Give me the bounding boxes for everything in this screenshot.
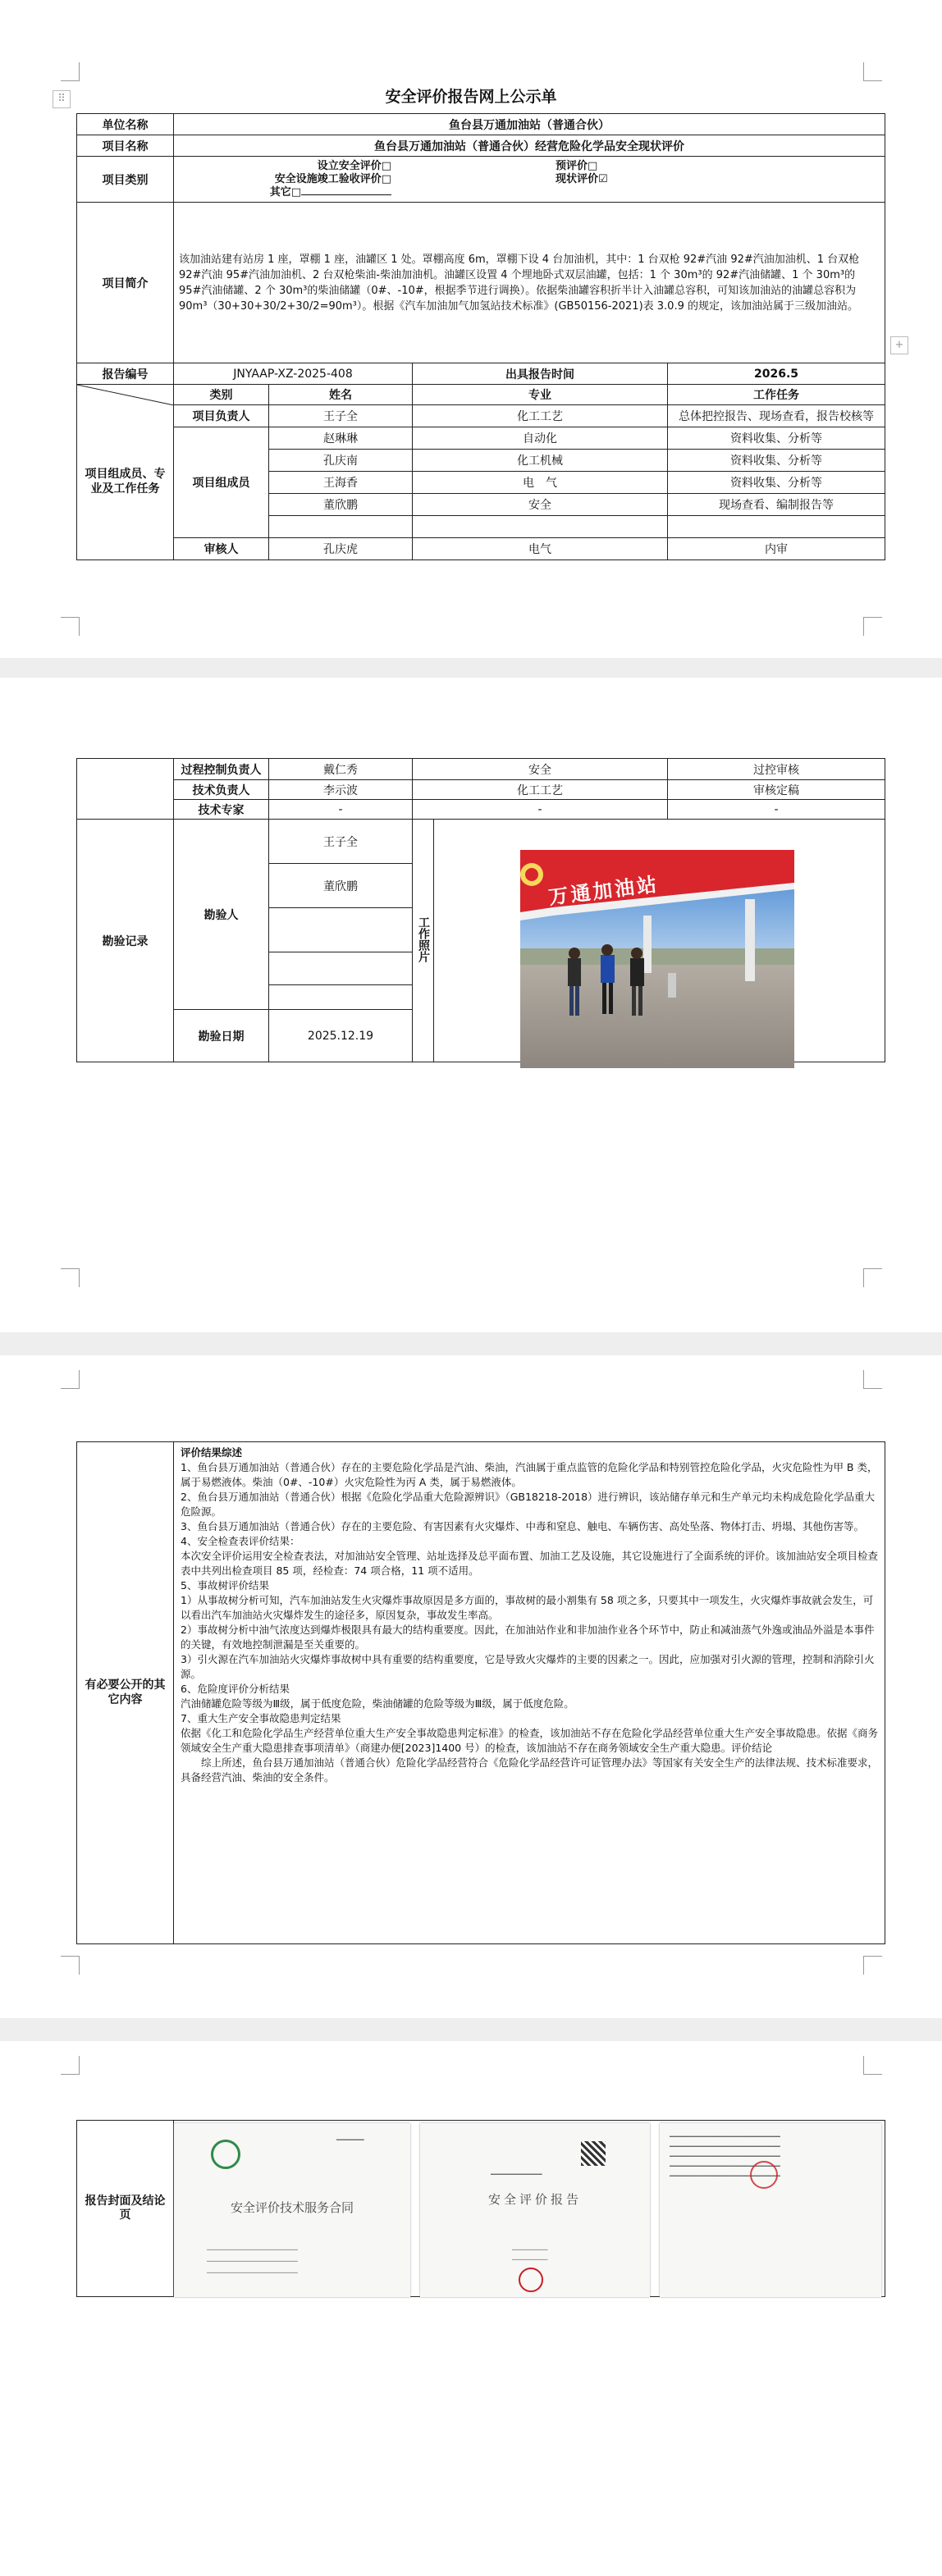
label-cover-conclusion: 报告封面及结论页 (77, 2121, 174, 2297)
type-option-setup[interactable]: 设立安全评价□ (317, 159, 391, 172)
conclusion-heading: 评价结果综述 (181, 1446, 243, 1459)
header-name: 姓名 (269, 385, 413, 405)
process-leader-task: 过控审核 (668, 759, 885, 780)
type-option-other[interactable]: 其它□ (174, 186, 391, 199)
tech-expert-name: - (269, 800, 413, 820)
qr-code-icon (581, 2141, 606, 2166)
corner-mark (863, 1370, 882, 1389)
corner-mark (61, 62, 80, 81)
team-row-major: 电 气 (413, 472, 668, 494)
role-members: 项目组成员 (174, 427, 269, 538)
conclusion-para: 3）引火源在汽车加油站火灾爆炸事故树中具有重要的结构重要度，它是导致火灾爆炸的主要的因素之一。因此，应加强对引火源的管理，控制和消除引火源。 (181, 1653, 875, 1680)
corner-mark (863, 617, 882, 636)
team-row-major: 自动化 (413, 427, 668, 450)
issue-time-value: 2026.5 (668, 363, 885, 385)
conclusion-para: 3、鱼台县万通加油站（普通合伙）存在的主要危险、有害因素有火灾爆炸、中毒和窒息、触电、车辆伤害、高处坠落、物体打击、坍塌、其他伤害等。 (181, 1520, 864, 1532)
handle-icon[interactable]: ⠿ (53, 90, 71, 108)
text-line: ━━━━━━━━━━━━━━━━━━━━━━━━━━━━ (670, 2153, 780, 2160)
contract-title: 安全评价技术服务合同 (230, 2200, 354, 2215)
label-tech-leader: 技术负责人 (174, 780, 269, 800)
project-name-value: 鱼台县万通加油站（普通合伙）经营危险化学品安全现状评价 (174, 135, 885, 157)
info-table-2 (76, 758, 885, 820)
tech-expert-task: - (668, 800, 885, 820)
type-option-acceptance[interactable]: 安全设施竣工验收评价□ (274, 172, 391, 185)
text-line: ━━━━━━━━━━━━━━━━━━━━━━━━━━━━ (670, 2163, 780, 2170)
corner-mark (61, 617, 80, 636)
contract-field-line: ─────────────────────── (207, 2246, 298, 2254)
project-type-value (174, 157, 885, 203)
label-survey-date: 勘验日期 (174, 1010, 269, 1062)
tech-leader-task: 审核定稿 (668, 780, 885, 800)
corner-mark (863, 2056, 882, 2075)
type-option-current[interactable]: 现状评价☑ (556, 172, 608, 185)
contract-cover-thumbnail (174, 2123, 410, 2297)
conclusion-table (76, 1441, 885, 1944)
auditor-task: 内审 (668, 538, 885, 560)
team-row-major: 安全 (413, 494, 668, 516)
page-2 (0, 678, 942, 1332)
corner-mark (863, 1268, 882, 1287)
header-major: 专业 (413, 385, 668, 405)
label-unit-name: 单位名称 (77, 114, 174, 135)
report-meta-line: ━━━━━━━━━━━━━ (491, 2171, 542, 2178)
conclusion-para: 6、危险度评价分析结果 (181, 1683, 290, 1695)
contract-field-line: ─────────────────────── (207, 2269, 298, 2277)
red-stamp-icon (750, 2161, 778, 2189)
team-row-name: 董欣鹏 (269, 494, 413, 516)
label-project-intro: 项目简介 (77, 203, 174, 363)
conclusion-para: 汽油储罐危险等级为Ⅲ级，属于低度危险，柴油储罐的危险等级为Ⅲ级，属于低度危险。 (181, 1697, 574, 1710)
team-row-major: 化工机械 (413, 450, 668, 472)
auditor-major: 电气 (413, 538, 668, 560)
tech-leader-major: 化工工艺 (413, 780, 668, 800)
surveyor-name-empty (269, 985, 413, 1010)
conclusion-para: 7、重大生产安全事故隐患判定结果 (181, 1712, 341, 1724)
corner-mark (61, 1956, 80, 1975)
label-project-type: 项目类别 (77, 157, 174, 203)
surveyor-name: 王子全 (269, 820, 413, 864)
diagonal-line (77, 385, 174, 405)
tech-expert-major: - (413, 800, 668, 820)
conclusion-para: 4、安全检查表评价结果： (181, 1535, 300, 1547)
team-row-task-empty (668, 516, 885, 538)
photo-station-sign: 万通加油站 (547, 872, 661, 910)
team-row-name-empty (269, 516, 413, 538)
page-3 (0, 1355, 942, 2018)
conclusion-para: 综上所述，鱼台县万通加油站（普通合伙）危险化学品经营符合《危险化学品经营许可证管理办法》等国家有关安全生产的法律法规、技术标准要求，具备经营汽油、柴油的安全条件。 (181, 1756, 879, 1784)
blank-cell (77, 759, 174, 820)
page-4 (0, 2041, 942, 2576)
report-field-line: ───────── (512, 2256, 548, 2263)
label-project-name: 项目名称 (77, 135, 174, 157)
role-leader: 项目负责人 (174, 405, 269, 427)
label-issue-time: 出具报告时间 (413, 363, 668, 385)
team-row-name: 赵琳琳 (269, 427, 413, 450)
add-icon[interactable]: + (890, 336, 908, 354)
team-table (76, 384, 885, 560)
team-row-task: 资料收集、分析等 (668, 472, 885, 494)
team-row-major: 化工工艺 (413, 405, 668, 427)
page-1 (0, 0, 942, 658)
label-survey-record: 勘验记录 (77, 820, 174, 1062)
contract-field-line: ─────────────────────── (207, 2258, 298, 2265)
label-process-leader: 过程控制负责人 (174, 759, 269, 780)
surveyor-name-empty (269, 908, 413, 952)
conclusion-para: 本次安全评价运用安全检查表法，对加油站安全管理、站址选择及总平面布置、加油工艺及设施，其它设施进行了全面系统的评价。该加油站安全项目检查表中共列出检查项目 85 项，经检查：74 项合格，11 项不适用。 (181, 1550, 879, 1577)
diagonal-cell (77, 385, 174, 405)
process-leader-name: 戴仁秀 (269, 759, 413, 780)
label-report-no: 报告编号 (77, 363, 174, 385)
team-row-name: 孔庆南 (269, 450, 413, 472)
process-leader-major: 安全 (413, 759, 668, 780)
report-field-line: ───────── (512, 2246, 548, 2254)
corner-mark (61, 1268, 80, 1287)
seal-logo-icon (211, 2140, 240, 2169)
project-intro-text: 该加油站建有站房 1 座，罩棚 1 座，油罐区 1 处。罩棚高度 6m，罩棚下设 4 台加油机，其中：1 台双枪 92#汽油 92#汽油加油机、1 台双枪 92#汽油 95#汽油加油机、2 台双枪柴油-柴油加油机。油罐区设置 4 个埋地卧式双层油罐，包括：1 个 30m³的 92#汽油储罐、1 个 30m³的 95#汽油储罐、2 个 30m³的柴油储罐（0#、-10#，根据季节进行调换）。依据柴油罐容积折半计入油罐总容积，可知该加油站的油罐总容积为 90m³（30+30+30/2+30/2=90m³）。根据《汽车加油加气加氢站技术标准》(GB50156-2021)表 3.0.9 的规定，该加油站属于三级加油站。 (174, 203, 885, 363)
label-tech-expert: 技术专家 (174, 800, 269, 820)
header-category: 类别 (174, 385, 269, 405)
document-title: 安全评价报告网上公示单 (385, 88, 557, 106)
type-option-pre[interactable]: 预评价□ (556, 159, 598, 172)
work-photo (520, 850, 794, 1068)
team-row-task: 资料收集、分析等 (668, 450, 885, 472)
corner-mark (863, 62, 882, 81)
conclusion-page-thumbnail (660, 2123, 881, 2297)
team-row-task: 总体把控报告、现场查看，报告校核等 (668, 405, 885, 427)
auditor-name: 孔庆虎 (269, 538, 413, 560)
label-work-photo: 工作照片 (413, 820, 434, 1062)
contract-meta-line: ━━━━━━━ (336, 2136, 364, 2144)
tech-leader-name: 李示波 (269, 780, 413, 800)
text-line: ━━━━━━━━━━━━━━━━━━━━━━━━━━━━ (670, 2172, 780, 2180)
red-stamp-icon (519, 2268, 543, 2292)
report-cover-thumbnail (420, 2123, 650, 2297)
team-row-major-empty (413, 516, 668, 538)
label-team: 项目组成员、专业及工作任务 (77, 405, 174, 560)
report-no-value: JNYAAP-XZ-2025-408 (174, 363, 413, 385)
text-line: ━━━━━━━━━━━━━━━━━━━━━━━━━━━━ (670, 2133, 780, 2140)
conclusion-para: 2、鱼台县万通加油站（普通合伙）根据《危险化学品重大危险源辨识》（GB18218-2018）进行辨识，该站储存单元和生产单元均未构成危险化学品重大危险源。 (181, 1491, 876, 1518)
conclusion-para: 2）事故树分析中油气浓度达到爆炸极限具有最大的结构重要度。因此，在加油站作业和非加油作业各个环节中，防止和减油蒸气外逸或油品外溢是本事件的关键，有效地控制泄漏是至关重要的。 (181, 1624, 875, 1651)
label-public-content: 有必要公开的其它内容 (77, 1442, 174, 1944)
surveyor-name-empty (269, 952, 413, 985)
info-table-1 (76, 113, 885, 385)
conclusion-para: 1）从事故树分析可知，汽车加油站发生火灾爆炸事故原因是多方面的，事故树的最小割集有 58 项之多，只要其中一项发生，火灾爆炸事故就会发生，可以看出汽车加油站火灾爆炸发生的途径多，原因复杂，事故发生率高。 (181, 1594, 874, 1621)
conclusion-para: 1、鱼台县万通加油站（普通合伙）存在的主要危险化学品是汽油、柴油，汽油属于重点监管的危险化学品和特别管控危险化学品，火灾危险性为甲 B 类，属于易燃液体。柴油（0#、-10#）火灾危险性为丙 A 类，属于易燃液体。 (181, 1461, 878, 1488)
report-title: 安全评价报告 (487, 2192, 582, 2207)
text-line: ━━━━━━━━━━━━━━━━━━━━━━━━━━━━ (670, 2143, 780, 2150)
corner-mark (61, 2056, 80, 2075)
surveyor-name: 董欣鹏 (269, 864, 413, 908)
survey-date-value: 2025.12.19 (269, 1010, 413, 1062)
unit-name-value: 鱼台县万通加油站（普通合伙） (174, 114, 885, 135)
team-row-name: 王子全 (269, 405, 413, 427)
team-row-name: 王海香 (269, 472, 413, 494)
conclusion-para: 依据《化工和危险化学品生产经营单位重大生产安全事故隐患判定标准》的检查，该加油站不存在危险化学品经营单位重大生产安全事故隐患。依据《商务领域安全生产重大隐患排查事项清单》（商建办便[2023]1400 号）的检查，该加油站不存在商务领域安全生产重大隐患。评价结论 (181, 1727, 879, 1754)
corner-mark (863, 1956, 882, 1975)
header-task: 工作任务 (668, 385, 885, 405)
role-auditor: 审核人 (174, 538, 269, 560)
team-row-task: 资料收集、分析等 (668, 427, 885, 450)
conclusion-content (174, 1442, 885, 1944)
label-surveyor: 勘验人 (174, 820, 269, 1010)
conclusion-para: 5、事故树评价结果 (181, 1579, 269, 1592)
team-row-task: 现场查看、编制报告等 (668, 494, 885, 516)
corner-mark (61, 1370, 80, 1389)
